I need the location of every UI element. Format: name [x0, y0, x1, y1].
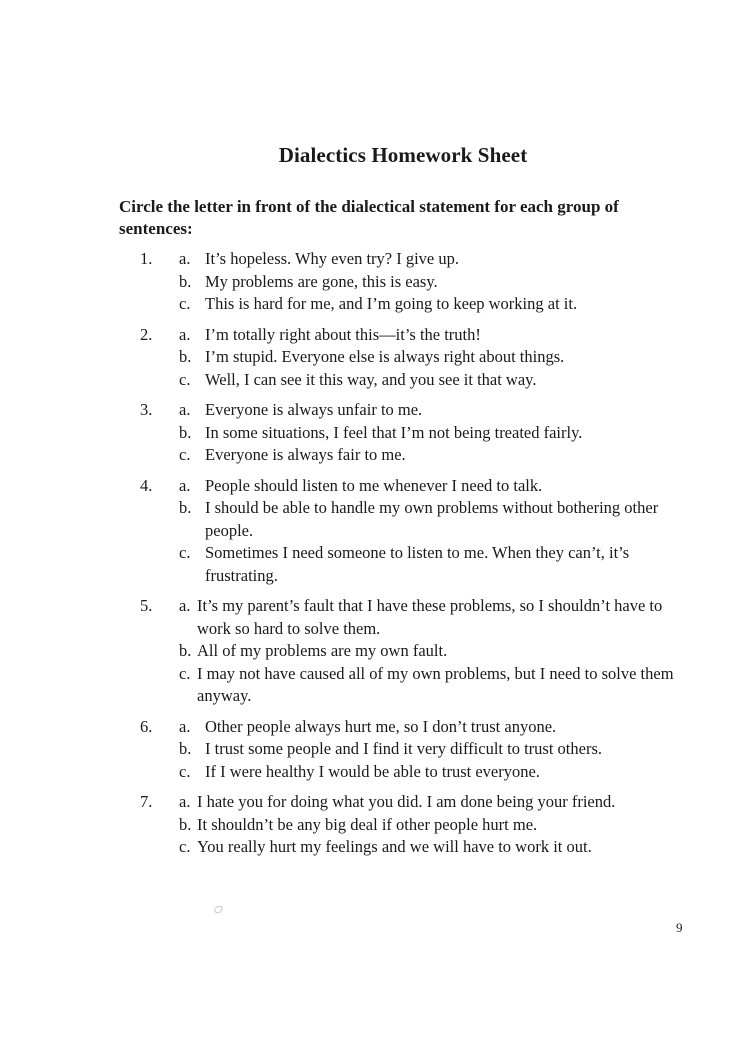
- option-letter: a.: [179, 792, 191, 811]
- paper-speck: [213, 904, 224, 915]
- option-c: [0, 542, 736, 587]
- option-text: This is hard for me, and I’m going to keep working at it.: [205, 294, 578, 313]
- option-c: [0, 444, 736, 467]
- option-letter: a.: [179, 400, 191, 419]
- question-2: [0, 324, 736, 392]
- option-letter: a.: [179, 716, 191, 736]
- option-letter: b.: [179, 739, 192, 758]
- option-text: My problems are gone, this is easy.: [205, 271, 438, 291]
- option-text: I should be able to handle my own problems without bothering other people.: [205, 498, 659, 540]
- option-text: Well, I can see it this way, and you see it that way.: [205, 369, 537, 389]
- question-number: 3.: [140, 400, 153, 419]
- option-text: It’s my parent’s fault that I have these problems, so I shouldn’t have to work so hard to solve them.: [197, 596, 663, 638]
- question-1: [0, 248, 736, 316]
- option-a: [0, 475, 736, 498]
- option-c: [0, 369, 736, 392]
- option-text: People should listen to me whenever I need to talk.: [205, 475, 543, 495]
- option-text: I’m totally right about this—it’s the truth!: [205, 324, 481, 344]
- option-letter: c.: [179, 369, 191, 389]
- question-7: [0, 791, 736, 859]
- question-number: 6.: [140, 716, 153, 736]
- option-c: [0, 293, 736, 316]
- option-text: I may not have caused all of my own problems, but I need to solve them anyway.: [197, 663, 674, 705]
- question-number: 4.: [140, 475, 153, 495]
- option-text: If I were healthy I would be able to trust everyone.: [205, 761, 540, 781]
- page-number: 9: [676, 920, 683, 935]
- question-number: 1.: [140, 249, 153, 268]
- option-letter: b.: [179, 271, 192, 291]
- option-letter: a.: [179, 596, 191, 615]
- question-number: 2.: [140, 324, 153, 344]
- option-b: [0, 346, 736, 369]
- option-text: It shouldn’t be any big deal if other people hurt me.: [197, 814, 538, 834]
- option-c: [0, 836, 736, 859]
- option-a: [0, 716, 736, 739]
- option-letter: b.: [179, 498, 192, 517]
- option-a: [0, 248, 736, 271]
- question-6: [0, 716, 736, 784]
- question-number: 7.: [140, 792, 153, 811]
- option-letter: a.: [179, 475, 191, 495]
- option-letter: c.: [179, 294, 191, 313]
- page-title: Dialectics Homework Sheet: [278, 143, 528, 167]
- option-a: [0, 399, 736, 422]
- option-c: [0, 761, 736, 784]
- option-b: [0, 422, 736, 445]
- option-letter: c.: [179, 445, 191, 464]
- instructions: Circle the letter in front of the dialectical statement for each group of sentences:: [119, 197, 619, 238]
- option-b: [0, 497, 736, 542]
- option-letter: b.: [179, 814, 192, 834]
- option-text: I hate you for doing what you did. I am done being your friend.: [197, 792, 616, 811]
- option-text: In some situations, I feel that I’m not being treated fairly.: [205, 422, 583, 442]
- option-letter: a.: [179, 324, 191, 344]
- option-letter: c.: [179, 837, 191, 856]
- option-text: Sometimes I need someone to listen to me. When they can’t, it’s frustrating.: [205, 543, 630, 585]
- option-b: [0, 738, 736, 761]
- option-text: Everyone is always fair to me.: [205, 445, 406, 464]
- option-text: Other people always hurt me, so I don’t trust anyone.: [205, 716, 557, 736]
- option-b: [0, 814, 736, 837]
- question-3: [0, 399, 736, 467]
- question-number: 5.: [140, 596, 153, 615]
- option-letter: b.: [179, 347, 192, 366]
- option-text: I trust some people and I find it very difficult to trust others.: [205, 739, 602, 758]
- option-b: [0, 640, 736, 663]
- option-letter: a.: [179, 249, 191, 268]
- question-4: [0, 475, 736, 588]
- option-text: It’s hopeless. Why even try? I give up.: [205, 249, 460, 268]
- option-text: Everyone is always unfair to me.: [205, 400, 423, 419]
- option-letter: b.: [179, 641, 192, 660]
- option-c: [0, 663, 736, 708]
- option-letter: c.: [179, 543, 191, 562]
- option-letter: b.: [179, 422, 192, 442]
- question-list: [0, 248, 736, 867]
- option-a: [0, 595, 736, 640]
- option-text: You really hurt my feelings and we will have to work it out.: [197, 837, 592, 856]
- option-b: [0, 271, 736, 294]
- option-text: I’m stupid. Everyone else is always right about things.: [205, 347, 565, 366]
- option-text: All of my problems are my own fault.: [197, 641, 448, 660]
- option-a: [0, 791, 736, 814]
- question-5: [0, 595, 736, 708]
- option-letter: c.: [179, 761, 191, 781]
- option-letter: c.: [179, 663, 191, 683]
- option-a: [0, 324, 736, 347]
